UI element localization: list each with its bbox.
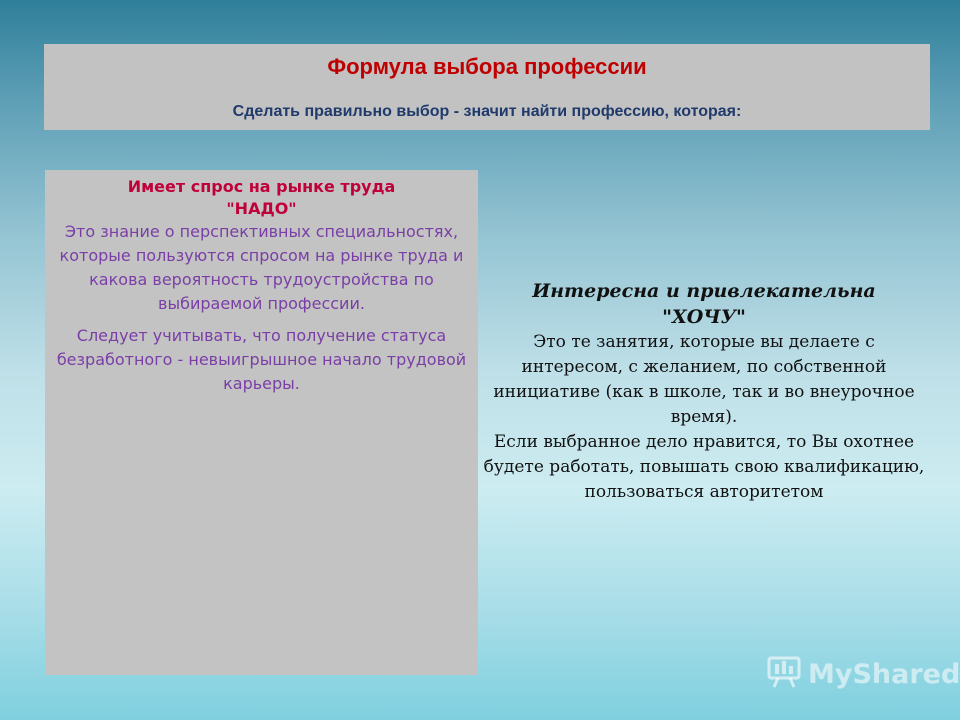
page-title: Формула выбора профессии xyxy=(327,54,647,79)
right-heading-line2: "ХОЧУ" xyxy=(662,306,746,328)
right-heading xyxy=(482,278,926,330)
left-panel-nado xyxy=(45,170,478,675)
left-paragraph-1: Это знание о перспективных специальностях, которые пользуются спросом на рынке труда и какова вероятность трудоустройства по выбираемой профессии. xyxy=(59,222,464,313)
left-heading-line1: Имеет спрос на рынке труда xyxy=(127,177,396,196)
page-subtitle: Сделать правильно выбор - значит найти профессию, которая: xyxy=(232,103,742,120)
left-paragraph-2: Следует учитывать, что получение статуса безработного - невыигрышное начало трудовой карьеры. xyxy=(56,326,467,393)
left-heading xyxy=(45,176,478,220)
right-paragraph-1: Это те занятия, которые вы делаете с интересом, с желанием, по собственной инициативе (как в школе, так и во внеурочное время). xyxy=(493,332,915,427)
watermark-text: MyShared xyxy=(808,658,960,690)
right-panel-hochu xyxy=(482,278,926,505)
right-paragraph-2: Если выбранное дело нравится, то Вы охотнее будете работать, повышать свою квалификацию, пользоваться авторитетом xyxy=(483,432,925,502)
right-heading-line1: Интересна и привлекательна xyxy=(532,280,876,302)
presentation-board-icon xyxy=(766,655,802,694)
watermark-logo xyxy=(766,656,960,692)
header-banner xyxy=(44,44,930,130)
left-heading-line2: "НАДО" xyxy=(226,199,297,218)
